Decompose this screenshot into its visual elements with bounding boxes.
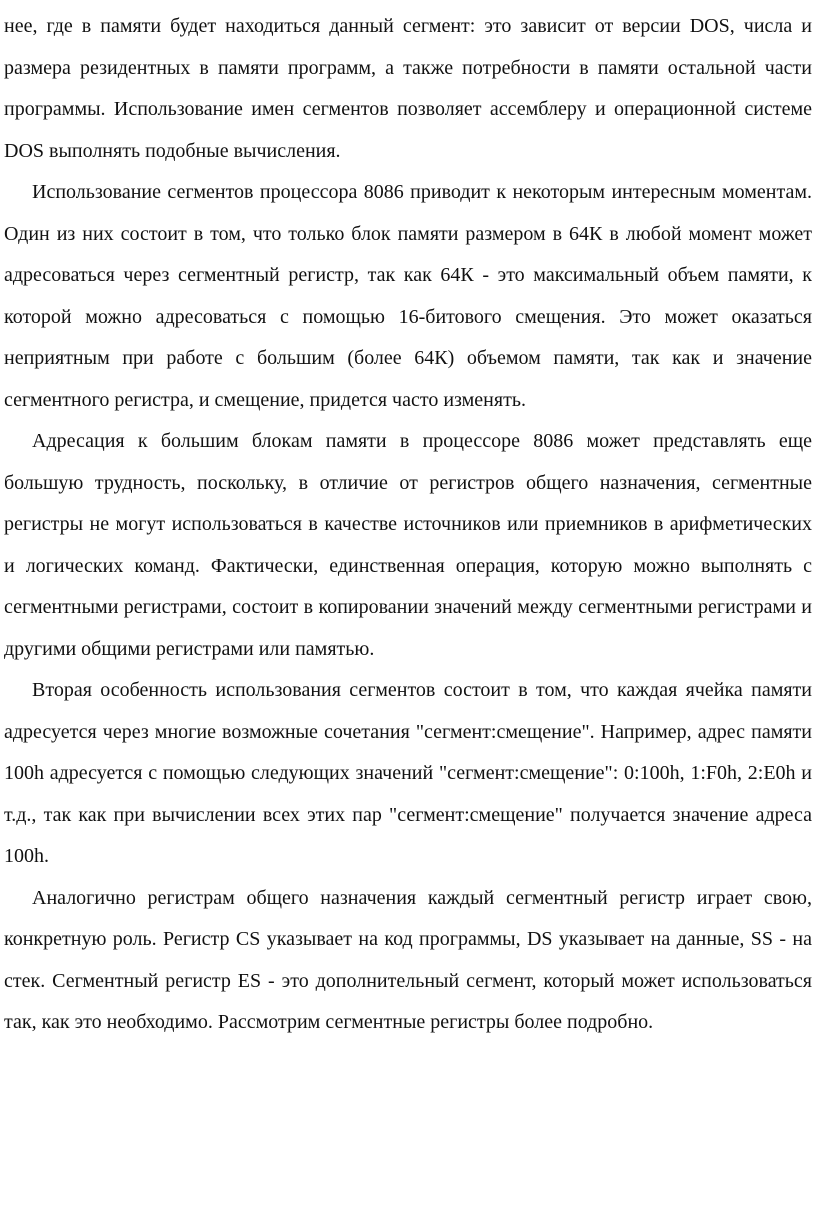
- paragraph-3: Адресация к большим блокам памяти в процессоре 8086 может представлять еще большую трудность, поскольку, в отличие от регистров общего назначения, сегментные регистры не могут использоваться в качестве источников или приемников в арифметических и логических команд. Фактически, единственная операция, которую можно выполнять с сегментными регистрами, состоит в копировании значений между сегментными регистрами и другими общими регистрами или памятью.: [4, 430, 812, 660]
- paragraph-1: нее, где в памяти будет находиться данный сегмент: это зависит от версии DOS, числа и размера резидентных в памяти программ, а также потребности в памяти остальной части программы. Использование имен сегментов позволяет ассемблеру и операционной системе DOS выполнять подобные вычисления.: [4, 15, 812, 162]
- paragraph-4: Вторая особенность использования сегментов состоит в том, что каждая ячейка памяти адресуется через многие возможные сочетания "сегмент:смещение". Например, адрес памяти 100h адресуется с помощью следующих значений "сегмент:смещение": 0:100h, 1:F0h, 2:E0h и т.д., так как при вычислении всех этих пар "сегмент:смещение" получается значение адреса 100h.: [4, 679, 812, 867]
- paragraph-5: Аналогично регистрам общего назначения каждый сегментный регистр играет свою, конкретную роль. Регистр CS указывает на код программы, DS указывает на данные, SS - на стек. Сегментный регистр ES - это дополнительный сегмент, который может использоваться так, как это необходимо. Рассмотрим сегментные регистры более подробно.: [4, 886, 812, 1033]
- paragraph-2: Использование сегментов процессора 8086 приводит к некоторым интересным моментам. Один из них состоит в том, что только блок памяти размером в 64К в любой момент может адресоваться через сегментный регистр, так как 64К - это максимальный объем памяти, к которой можно адресоваться с помощью 16-битового смещения. Это может оказаться неприятным при работе с большим (более 64К) объемом памяти, так как и значение сегментного регистра, и смещение, придется часто изменять.: [4, 181, 812, 411]
